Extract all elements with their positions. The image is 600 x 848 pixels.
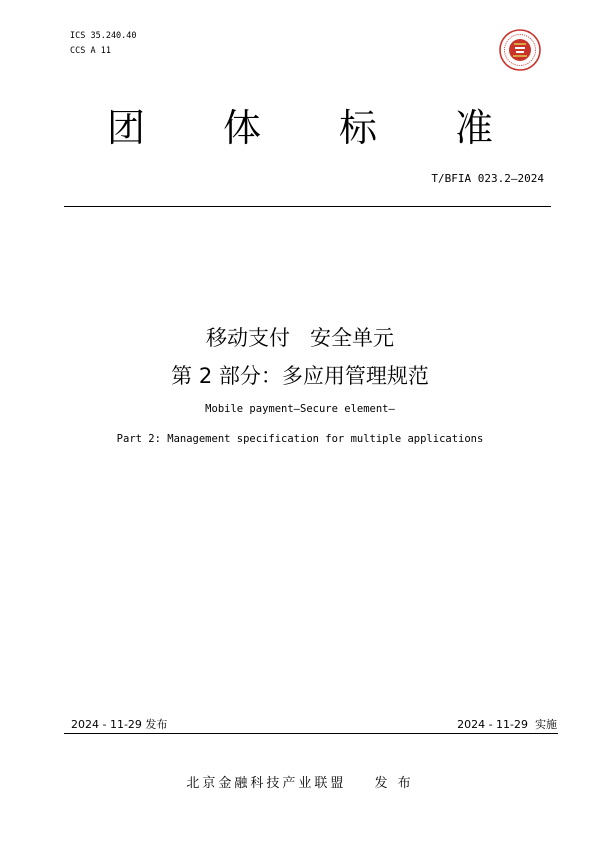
publish-date: 2024 - 11-29 发布 — [71, 718, 168, 731]
publisher-name: 北京金融科技产业联盟 — [186, 776, 347, 791]
publisher-action: 发 布 — [374, 776, 414, 791]
header-divider — [64, 206, 551, 207]
implementation-date: 2024 - 11-29 实施 — [457, 718, 557, 731]
standard-number: T/BFIA 023.2—2024 — [431, 172, 544, 185]
classification-codes — [70, 29, 137, 59]
ccs-code: CCS A 11 — [70, 46, 111, 56]
chinese-title-line-1: 移动支付 安全单元 — [205, 326, 395, 350]
ics-code: ICS 35.240.40 — [70, 31, 137, 41]
association-seal-icon — [499, 29, 541, 71]
english-title-line-1: Mobile payment—Secure element— — [205, 403, 395, 415]
footer-divider — [64, 733, 558, 734]
document-type-title: 团体标准 — [106, 106, 571, 150]
publisher-line — [0, 772, 600, 791]
english-title-line-2: Part 2: Management specification for multiple applications — [116, 433, 484, 445]
chinese-title-line-2: 第 2 部分：多应用管理规范 — [171, 364, 429, 388]
